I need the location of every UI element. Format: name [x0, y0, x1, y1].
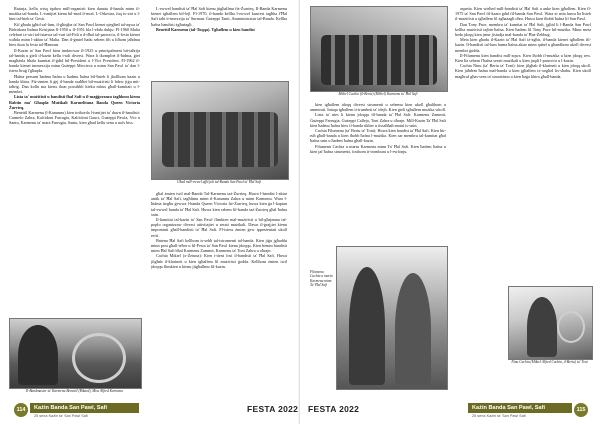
- footer: [300, 397, 600, 424]
- photo-caption: Ninu Cachia (Mikiel Alfred Cachia, il-Bertu) ta' Toni: [511, 360, 588, 364]
- paragraph: Rutarja, kellu wisq tqabza mill-organisti kien daanta il-banda minn il-mużika tal-banda. L-ismijiet kienu bil-mod il-mod. L-Orkestra, fuq ix-xiri u l-bini tal-bieb ta' Ġesù.: [9, 6, 140, 22]
- photo-instrument: [72, 333, 126, 383]
- paragraph: Il-kumitat tal-kazin ta' San Pawl flimkien mal-mużiċisti u bil-għajnuna tal-poplu organizzaw diversi attivitajiet u serati mużikali. Dawn il-ġrajjiet kienu importanti għall-bandisti ta' Ħal Safi. Fl-istess żmien ġew ippreżentati ukoll reċti.: [151, 217, 287, 238]
- photo-caption: Il-Bandmaster ta' Karmenu Benettil (Rikard), Miss Alfred Karmenu: [25, 389, 124, 393]
- photo-figure: [395, 273, 431, 385]
- paragraph: Benettil Karmenu (l-Kanunnu) kien irrikorda l-ismijiet ta' dawn il-bandisti: Carmelo Zahra, Kalċidoni Farrugia, Kalċidoni Gauci, Ġużeppi Pawla, Vici u Santu, Karmenu ta' mara Farrugia, Santu, kien għad kellu sena u nofs biss.: [9, 110, 140, 126]
- photo-instrument: [557, 311, 585, 343]
- photo-caption: Mikiel Cachia (il-Bertu) (Mikiel) Karmenu ta' Ħal Safi: [338, 92, 418, 96]
- paragraph: Lista ta' nies li kienu jdoqqu fil-banda ta' Ħal Safi: Karmenu Zammit, Ġużeppi Farrugia, Ġużeppi Calleja, Toni Zahra u oħrajn. Mill-Kazin Ta' Ħal Safi kien ħadmu ħafna biex il-banda tikber u tissaħħaħ matul is-snin.: [310, 112, 446, 128]
- photo-figure: [349, 267, 385, 385]
- footer-bar: Każin Banda San Pawl, Safi: [30, 403, 139, 413]
- paragraph-bold: Lista ta' mużiċisti u bandisti fhal Safi u il-maġġoranza tagħhom kienu Rabtin ma' Għaqda Mużikali Karmelitana Banda Queen Victoria Żurrieq.: [9, 94, 140, 110]
- page-number: 115: [574, 403, 588, 417]
- footer-subtitle: 25 sena Każin ta' San Pawl Safi: [34, 414, 88, 418]
- paragraph: aspetta. Kien wieħed mill-bandisti ta' Ħal Safi u anke kien jgħallem. Kien fl-1975 ta' San Pawl fil-kazin ġdid fil-banda San Pawl. Wara xi snin huwa ħa ħsieb il-mużiċisti u tgħallem lil żgħażagħ oħra. Huwa kien iħobb ħafna lil San Pawl.: [455, 6, 591, 22]
- photo-filumenu: [336, 246, 448, 390]
- left-column-1: [9, 6, 140, 314]
- paragraph: L-ewwel bandisti ta' Ħal Safi kienu jitgħallmu fiż-Żurrieq. Il-Banda Karmenu kienet tgħallem bil-lejl. Fl-1970, il-banda kellha l-ewwel kunċert tagħha f'Ħal Safi taħt it-tmexxija ta' Surmast Ġużeppi Tanti, Amministratur tal-Banda. Kellha ħafna bandisti żgħażagħ.: [151, 6, 287, 27]
- left-column-2-bottom: [151, 191, 287, 393]
- footer-bar: Każin Banda San Pawl, Safi: [468, 403, 572, 413]
- right-column-2: [455, 6, 591, 266]
- festa-label: FESTA 2022: [308, 404, 360, 414]
- left-column-2-top: [151, 6, 287, 78]
- paragraph: Il-Kazin ta' San Pawl kien imdawwar fl-1925 u prinċipalment bit-taħrija tal-banda u ġieli il-kazin kellu t-tali diversi. Wara li tkompliet il-ħidma, ġiet magħżula bħala kumitat il-ġdid bil-President u l-Vici President. Fl-1962 il-banda kienet immexxija minn Ġużeppi Mercieca u minn San Pawl ta' dan l-istess ħruġ f'għaqda.: [9, 47, 140, 74]
- paragraph: Cachia Ninu (ta' Bertu ta' Toni): kien jilgħab il-klarinett u kien jdoqq ukoll. Kien jaħdem ħafna mal-banda u kien jgħallem ix-xogħol lis-sħabu. Kien ukoll magħruf għas-sens ta' umoriżmu u kien ħaġa kbira għall-banda.: [455, 63, 591, 79]
- photo-ninu: [508, 286, 593, 360]
- paragraph: Ħafna persuni ħadmu ħafna u ħadmu ħafna bil-ħsieb li jkollhom kazin u banda kbira. Fiż-żmien li ġej il-banda ssaħħet bil-mużiċisti li bdew jiġu mit-taħriġ. Dan kollu ma kienx ikun possibbli kieku mhux għall-kumitati u l-membri.: [9, 73, 140, 95]
- photo-group: [321, 35, 437, 85]
- photo-caption: Uħud mill-ewwel uffiċjali tal-Banda San Pawl ta' Ħal Safi: [177, 180, 261, 184]
- photo-mikiel: [310, 6, 448, 92]
- festa-label: FESTA 2022: [247, 404, 299, 414]
- footer: [0, 397, 300, 424]
- photo-group: [162, 112, 278, 167]
- paragraph: Meta kien għadu il-Kazin ta' Ħal Safi iż-żgħir, il-banda kienet tgħallem fil-kazin. Il-bandisti tal-lum huma ħafna aktar minn qabel u għandhom ukoll diversi membri ġodda.: [455, 37, 591, 53]
- paragraph: Filumenu Cachia u martu Karmena minn Ta' Ħal Safi. Kien ħadem ħafna u kien jaf ħafna strumenti, fosthom it-trombuni u l-ewfonju.: [310, 143, 446, 154]
- paragraph: Dan Tony Pace, membru ta' kumitat ta' Ħal Safi, jgħid li l-Banda San Pawl kellha mużiċisti tajbin ħafna. Kien ħadem lil Tony Pace bil-mużika. Minn meta beda jdoqq kien jmur jistudja mal-banda ta' Ħaż-Żebbuġ.: [455, 21, 591, 38]
- paragraph: Bniena Ħal Safi kellhom is-sebħ tal-istrumenti tal-banda. Kien jiġu jgħaddu minn post għall-ieħor u fil-Festa ta' San Pawl kienu jdoqqu. Kien hemm bandisti minn Ħal Safi bħal Karmenu Zammit, Karmenu ta' Toni Zahra u oħrajn.: [151, 237, 287, 254]
- photo-figure: [18, 325, 58, 385]
- paragraph: kien tgħallem idoqq diversi strumenti u sehemu kien ukoll għalihom u ammirati. Intaqa tgħallem it-trumbett ta' idejh. Kien ġieli tgħallem mużika wkoll.: [310, 102, 446, 113]
- paragraph: Kif għadu jgħid sal-lum, il-għoġba ta' San Pawl kienet qiegħed tal-aqwa ta' Birkirkara ħidma Kristjana fl-1950 u fl-1951 bla l-ebda dubju. Fl-1960 Malta ċelebrat ix-xiri tal-istatwa tal-vari tal-Fidi u d-dħul tal-parroċċa, il-festa kienet waħda minn l-akbar ta' Malta. Dan il-ġmiel ħadu sehem fih u lilhom jaħdmu biex tkun la festa tal-Ħamrun.: [9, 21, 140, 48]
- page-number: 114: [14, 403, 28, 417]
- paragraph: Cachia Mikiel (x-Żetuna): Kien t-tieni fost il-bandisti ta' Ħal Safi. Huwa jilgħab il-klarinett u kien igħallem lil mużiċisti ġodda. Kellhom żmien twil jdoqqu flimkien u kienu jitgħallmu fil-kazin.: [151, 253, 287, 269]
- right-column-1: [310, 102, 446, 242]
- photo-figure: [527, 297, 557, 357]
- paragraph: Cachia Filumenu (ta' Bertu ta' Toni): Huwa kien bandist ta' Ħal Safi. Kien bir-ruħ għall-banda u kien iħobb ħafna l-mużika. Kien sar membru tal-kumitat għal ħafna snin u ħadem ħafna għall-kazin.: [310, 128, 446, 144]
- photo-bandmaster: [9, 318, 142, 389]
- paragraph: għal żmien twil mal-Banda Tal-Karmenu taż-Żurrieq. Huwa l-bandist l-aktar antik ta' Ħal Safi, tagħlimu minn il-Kanunnu Zahra u minn Karmenu. Wara l-ħidma tiegħu ġewwa l-banda Queen Victoria fiż-Żurrieq, huwa kien ġa l-kaptan tal-ewwel banda ta' Ħal Safi. Huwa kien sehem fil-banda taż-Żurrieq għal ħafna snin.: [151, 191, 287, 217]
- photo-caption: Filumenu Cachia u martu Karmena minn Ta' Ħal Safi: [310, 270, 333, 288]
- paragraph-heading: Benettil Karmenu (tal-Toqqa). Tgħallem u kien bandist: [156, 26, 255, 32]
- right-page: [300, 0, 600, 424]
- footer-subtitle: 25 sena Każin ta' San Pawl Safi: [472, 414, 526, 418]
- photo-officials: [151, 81, 289, 180]
- paragraph: Il-Filumenu kien bandist mill-aqwa. Kien iħobb il-mużika u kien jdoqq sew. Kien ħa sehem f'ħafna serati mużikali u kien jaqdi l-parroċċa u l-kazin.: [455, 52, 591, 64]
